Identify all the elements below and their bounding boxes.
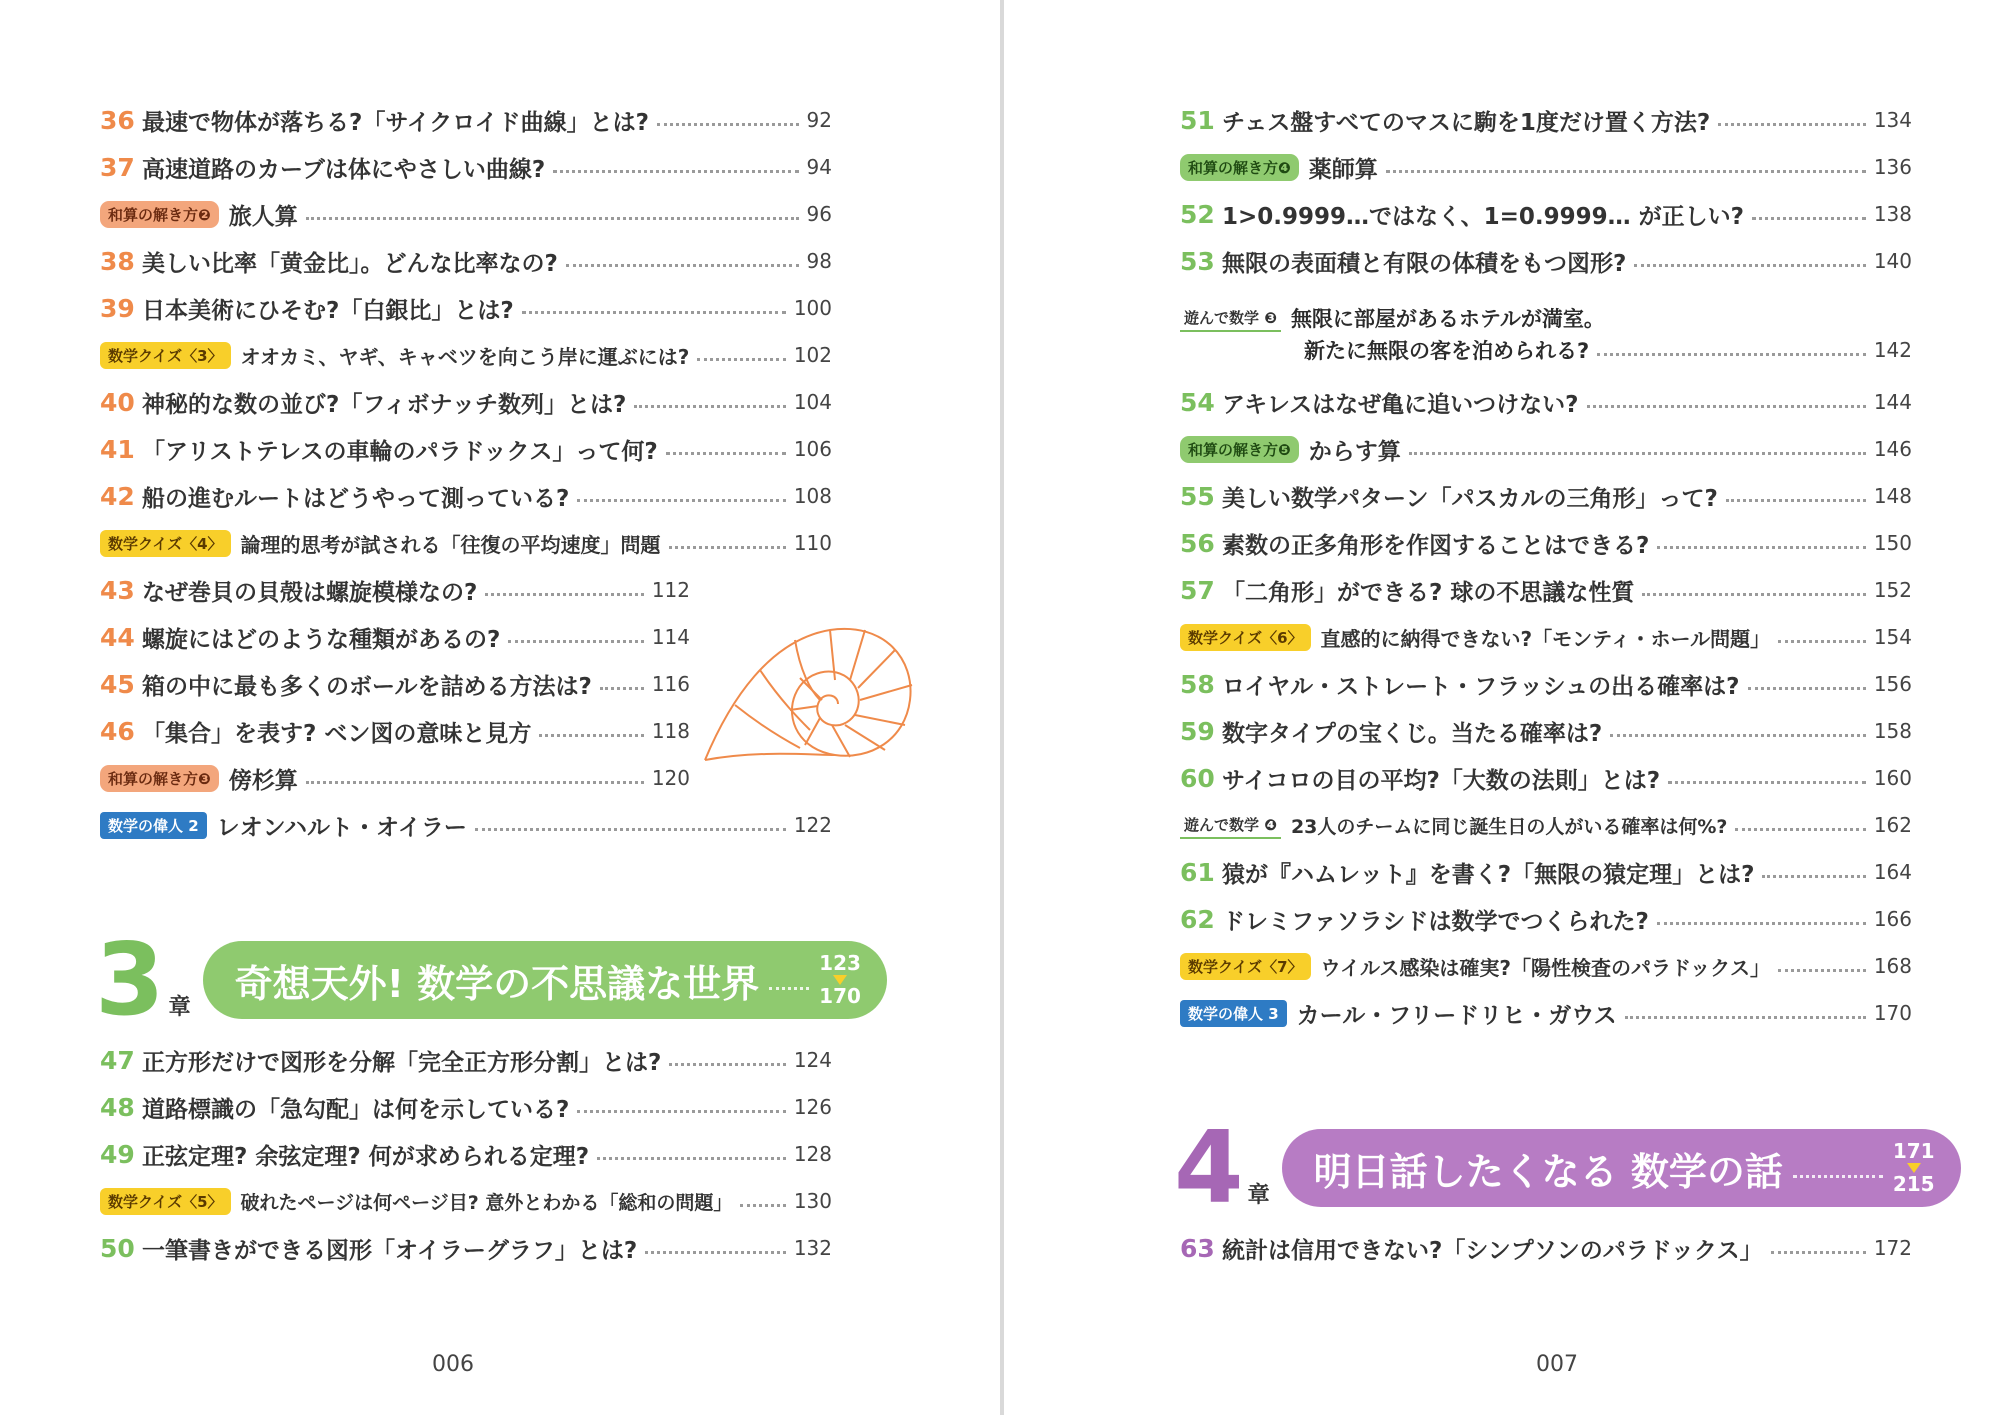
entry-page: 128 (793, 1142, 832, 1166)
toc-entry-57[interactable] (1180, 570, 1912, 610)
chapter-kanji: 章 (168, 994, 191, 1020)
entry-title: 高速道路のカーブは体にやさしい曲線? (142, 156, 546, 183)
leader-dots (1778, 640, 1866, 643)
entry-title: レオンハルト・オイラー (216, 814, 467, 841)
entry-number: 56 (1180, 528, 1215, 558)
entry-title: 23人のチームに同じ誕生日の人がいる確率は何%? (1290, 815, 1728, 838)
entry-page: 98 (806, 249, 832, 273)
leader-dots (1409, 452, 1866, 455)
entry-page: 162 (1873, 813, 1912, 837)
entry-page: 100 (793, 296, 832, 320)
entry-page: 142 (1873, 338, 1912, 362)
quiz-badge: 数学クイズ〈7〉 (1180, 953, 1311, 980)
chapter-3-header[interactable] (95, 921, 887, 1038)
ijin-badge: 数学の偉人 3 (1180, 1000, 1287, 1027)
entry-title: 数字タイプの宝くじ。当たる確率は? (1222, 720, 1603, 747)
entry-number: 48 (100, 1092, 135, 1122)
entry-page: 166 (1873, 907, 1912, 931)
toc-entry-wasan-4[interactable] (1180, 147, 1912, 187)
toc-entry-39[interactable] (100, 288, 832, 328)
wasan-badge: 和算の解き方❺ (1180, 436, 1299, 463)
entry-title: 箱の中に最も多くのボールを詰める方法は? (142, 673, 592, 700)
entry-title: 素数の正多角形を作図することはできる? (1222, 532, 1650, 559)
entry-number: 38 (100, 246, 135, 276)
entry-page: 156 (1873, 672, 1912, 696)
chapter-end-page: 215 (1892, 1172, 1935, 1196)
entry-title: 日本美術にひそむ?「白銀比」とは? (142, 297, 514, 324)
toc-entry-38[interactable] (100, 241, 832, 281)
chapter-number: 4 (1174, 1109, 1244, 1226)
entry-page: 148 (1873, 484, 1912, 508)
leader-dots (740, 1204, 785, 1207)
toc-entry-41[interactable] (100, 429, 832, 469)
leader-dots (1748, 687, 1866, 690)
chapter-title-bar (203, 941, 887, 1019)
entry-number: 41 (100, 434, 135, 464)
entry-page: 144 (1873, 390, 1912, 414)
entry-title: ウイルス感染は確実?「陽性検査のパラドックス」 (1320, 955, 1770, 980)
toc-entry-ijin-2[interactable] (100, 805, 832, 845)
entry-title: 「アリストテレスの車輪のパラドックス」って何? (142, 438, 658, 465)
entry-page: 112 (651, 578, 690, 602)
entry-page: 110 (793, 531, 832, 555)
entry-title: 直感的に納得できない?「モンティ・ホール問題」 (1320, 626, 1771, 651)
entry-title: 船の進むルートはどうやって測っている? (142, 485, 570, 512)
entry-title: 薬師算 (1308, 156, 1378, 183)
toc-entry-asobi-3-line2[interactable] (1304, 330, 1912, 370)
toc-entry-52[interactable] (1180, 194, 1912, 234)
leader-dots (522, 311, 786, 314)
leader-dots (1762, 875, 1865, 878)
quiz-badge: 数学クイズ〈5〉 (100, 1188, 231, 1215)
entry-page: 134 (1873, 108, 1912, 132)
entry-title: ドレミファソラシドは数学でつくられた? (1222, 908, 1649, 935)
entry-page: 154 (1873, 625, 1912, 649)
toc-entry-47[interactable] (100, 1040, 832, 1080)
leader-dots (1718, 123, 1866, 126)
entry-number: 43 (100, 575, 135, 605)
toc-entry-62[interactable] (1180, 899, 1912, 939)
leader-dots (1386, 170, 1866, 173)
entry-title: 旅人算 (228, 203, 298, 230)
leader-dots (539, 734, 643, 737)
entry-title: 1>0.9999…ではなく、1=0.9999… が正しい? (1222, 203, 1744, 230)
leader-dots (1726, 499, 1866, 502)
entry-title: ロイヤル・ストレート・フラッシュの出る確率は? (1222, 673, 1740, 700)
toc-entry-44[interactable] (100, 617, 690, 657)
leader-dots (306, 781, 644, 784)
wasan-badge: 和算の解き方❸ (100, 765, 219, 792)
entry-title: 猿が『ハムレット』を書く?「無限の猿定理」とは? (1222, 861, 1755, 888)
entry-number: 40 (100, 387, 135, 417)
entry-title: カール・フリードリヒ・ガウス (1296, 1002, 1617, 1029)
leader-dots (1793, 1175, 1883, 1178)
right-page (1004, 0, 2000, 1415)
toc-entry-55[interactable] (1180, 476, 1912, 516)
entry-number: 42 (100, 481, 135, 511)
chapter-title: 明日話したくなる 数学の話 (1313, 1149, 1783, 1194)
entry-page: 132 (793, 1236, 832, 1260)
entry-page: 104 (793, 390, 832, 414)
chapter-4-header[interactable] (1174, 1109, 1961, 1226)
entry-page: 114 (651, 625, 690, 649)
toc-entry-wasan-3[interactable] (100, 758, 690, 798)
toc-entry-45[interactable] (100, 664, 690, 704)
entry-number: 36 (100, 105, 135, 135)
nautilus-shell-illustration (700, 600, 920, 770)
entry-title: 破れたページは何ページ目? 意外とわかる「総和の問題」 (240, 1191, 733, 1214)
entry-number: 60 (1180, 763, 1215, 793)
entry-page: 140 (1873, 249, 1912, 273)
toc-entry-quiz-7[interactable] (1180, 946, 1912, 986)
entry-title: 無限の表面積と有限の体積をもつ図形? (1222, 250, 1627, 277)
chapter-title-bar (1282, 1129, 1961, 1207)
leader-dots (666, 452, 786, 455)
entry-number: 53 (1180, 246, 1215, 276)
leader-dots (553, 170, 798, 173)
entry-page: 172 (1873, 1236, 1912, 1260)
entry-number: 59 (1180, 716, 1215, 746)
entry-title: 正弦定理? 余弦定理? 何が求められる定理? (142, 1143, 590, 1170)
entry-number: 45 (100, 669, 135, 699)
entry-title: アキレスはなぜ亀に追いつけない? (1222, 391, 1579, 418)
entry-title: 統計は信用できない?「シンプソンのパラドックス」 (1222, 1237, 1763, 1264)
entry-page: 92 (806, 108, 832, 132)
toc-entry-46[interactable] (100, 711, 690, 751)
entry-title: からす算 (1308, 438, 1401, 465)
toc-entry-quiz-5[interactable] (100, 1181, 832, 1221)
toc-entry-wasan-2[interactable] (100, 194, 832, 234)
asobi-badge: 遊んで数学 ❸ (1180, 305, 1281, 332)
entry-title: 一筆書きができる図形「オイラーグラフ」とは? (142, 1237, 638, 1264)
leader-dots (1634, 264, 1865, 267)
toc-entry-quiz-4[interactable] (100, 523, 832, 563)
entry-title: 神秘的な数の並び?「フィボナッチ数列」とは? (142, 391, 627, 418)
toc-entry-53[interactable] (1180, 241, 1912, 281)
toc-entry-50[interactable] (100, 1228, 832, 1268)
entry-number: 55 (1180, 481, 1215, 511)
leader-dots (508, 640, 643, 643)
entry-page: 102 (793, 343, 832, 367)
toc-entry-63[interactable] (1180, 1228, 1912, 1268)
leader-dots (1778, 969, 1866, 972)
leader-dots (769, 987, 809, 990)
leader-dots (634, 405, 785, 408)
toc-entry-wasan-5[interactable] (1180, 429, 1912, 469)
entry-page: 108 (793, 484, 832, 508)
chapter-kanji: 章 (1247, 1182, 1270, 1208)
chapter-page-range (1893, 1141, 1935, 1195)
leader-dots (306, 217, 799, 220)
entry-title: 無限に部屋があるホテルが満室。 (1290, 307, 1605, 331)
toc-entry-ijin-3[interactable] (1180, 993, 1912, 1033)
toc-entry-48[interactable] (100, 1087, 832, 1127)
quiz-badge: 数学クイズ〈4〉 (100, 530, 231, 557)
quiz-badge: 数学クイズ〈3〉 (100, 342, 231, 369)
entry-number: 39 (100, 293, 135, 323)
entry-title: 螺旋にはどのような種類があるの? (142, 626, 501, 653)
entry-title: オオカミ、ヤギ、キャベツを向こう岸に運ぶには? (240, 344, 690, 369)
entry-page: 150 (1873, 531, 1912, 555)
toc-entry-43[interactable] (100, 570, 690, 610)
toc-entry-56[interactable] (1180, 523, 1912, 563)
entry-title: 「二角形」ができる? 球の不思議な性質 (1222, 579, 1635, 606)
entry-number: 52 (1180, 199, 1215, 229)
entry-title: 傍杉算 (228, 767, 298, 794)
leader-dots (1735, 828, 1865, 831)
entry-title: 論理的思考が試される「往復の平均速度」問題 (240, 532, 661, 557)
leader-dots (1657, 922, 1866, 925)
chapter-end-page: 170 (819, 984, 861, 1008)
leader-dots (600, 687, 644, 690)
entry-number: 47 (100, 1045, 135, 1075)
page-number: 006 (432, 1352, 474, 1377)
leader-dots (1642, 593, 1865, 596)
page-number: 007 (1536, 1352, 1578, 1377)
leader-dots (1752, 217, 1866, 220)
wasan-badge: 和算の解き方❷ (100, 201, 219, 228)
entry-page: 106 (793, 437, 832, 461)
leader-dots (1657, 546, 1865, 549)
leader-dots (657, 123, 799, 126)
entry-number: 54 (1180, 387, 1215, 417)
entry-page: 160 (1873, 766, 1912, 790)
leader-dots (1771, 1251, 1866, 1254)
wasan-badge: 和算の解き方❹ (1180, 154, 1299, 181)
leader-dots (669, 1063, 785, 1066)
toc-entry-asobi-4[interactable] (1180, 805, 1912, 845)
chapter-start-page: 171 (1892, 1139, 1935, 1163)
toc-entry-61[interactable] (1180, 852, 1912, 892)
entry-number: 46 (100, 716, 135, 746)
leader-dots (1625, 1016, 1866, 1019)
quiz-badge: 数学クイズ〈6〉 (1180, 624, 1311, 651)
entry-number: 44 (100, 622, 135, 652)
entry-number: 50 (100, 1233, 135, 1263)
ijin-badge: 数学の偉人 2 (100, 812, 207, 839)
chapter-title: 奇想天外! 数学の不思議な世界 (234, 961, 760, 1006)
entry-title: 正方形だけで図形を分解「完全正方形分割」とは? (142, 1049, 662, 1076)
entry-number: 58 (1180, 669, 1215, 699)
entry-title: 美しい比率「黄金比」。どんな比率なの? (142, 250, 558, 277)
entry-page: 124 (793, 1048, 832, 1072)
entry-number: 61 (1180, 857, 1215, 887)
leader-dots (566, 264, 799, 267)
entry-number: 51 (1180, 105, 1215, 135)
entry-page: 120 (651, 766, 690, 790)
entry-page: 138 (1873, 202, 1912, 226)
toc-entry-54[interactable] (1180, 382, 1912, 422)
entry-page: 96 (806, 202, 832, 226)
leader-dots (1597, 353, 1866, 356)
entry-page: 164 (1873, 860, 1912, 884)
entry-title-line2: 新たに無限の客を泊められる? (1304, 339, 1590, 363)
entry-page: 170 (1873, 1001, 1912, 1025)
toc-entry-51[interactable] (1180, 100, 1912, 140)
entry-number: 63 (1180, 1233, 1215, 1263)
toc-entry-37[interactable] (100, 147, 832, 187)
entry-page: 136 (1873, 155, 1912, 179)
entry-page: 146 (1873, 437, 1912, 461)
leader-dots (1587, 405, 1866, 408)
toc-entry-40[interactable] (100, 382, 832, 422)
entry-page: 158 (1873, 719, 1912, 743)
entry-page: 94 (806, 155, 832, 179)
toc-entry-58[interactable] (1180, 664, 1912, 704)
leader-dots (697, 358, 785, 361)
leader-dots (577, 499, 785, 502)
entry-number: 49 (100, 1139, 135, 1169)
entry-title: 最速で物体が落ちる?「サイクロイド曲線」とは? (142, 109, 649, 136)
entry-title: サイコロの目の平均?「大数の法則」とは? (1222, 767, 1661, 794)
leader-dots (1610, 734, 1866, 737)
leader-dots (645, 1251, 786, 1254)
toc-entry-quiz-3[interactable] (100, 335, 832, 375)
toc-entry-36[interactable] (100, 100, 832, 140)
entry-number: 37 (100, 152, 135, 182)
leader-dots (597, 1157, 786, 1160)
entry-page: 168 (1873, 954, 1912, 978)
entry-page: 130 (793, 1189, 832, 1213)
entry-page: 118 (651, 719, 690, 743)
asobi-badge: 遊んで数学 ❹ (1180, 812, 1281, 839)
leader-dots (1668, 781, 1866, 784)
entry-number: 62 (1180, 904, 1215, 934)
entry-page: 122 (793, 813, 832, 837)
entry-page: 116 (651, 672, 690, 696)
toc-entry-60[interactable] (1180, 758, 1912, 798)
entry-page: 152 (1873, 578, 1912, 602)
leader-dots (577, 1110, 785, 1113)
leader-dots (669, 546, 786, 549)
toc-entry-quiz-6[interactable] (1180, 617, 1912, 657)
entry-title: チェス盤すべてのマスに駒を1度だけ置く方法? (1222, 109, 1711, 136)
entry-title: 美しい数学パターン「パスカルの三角形」って? (1222, 485, 1718, 512)
leader-dots (475, 828, 786, 831)
toc-entry-59[interactable] (1180, 711, 1912, 751)
entry-title: 「集合」を表す? ベン図の意味と見方 (142, 720, 532, 747)
toc-entry-49[interactable] (100, 1134, 832, 1174)
chapter-page-range (819, 953, 861, 1007)
entry-number: 57 (1180, 575, 1215, 605)
entry-title: なぜ巻貝の貝殻は螺旋模様なの? (142, 579, 478, 606)
toc-entry-42[interactable] (100, 476, 832, 516)
leader-dots (485, 593, 643, 596)
chapter-start-page: 123 (819, 951, 861, 975)
chapter-number: 3 (95, 921, 165, 1038)
entry-title: 道路標識の「急勾配」は何を示している? (142, 1096, 570, 1123)
entry-page: 126 (793, 1095, 832, 1119)
